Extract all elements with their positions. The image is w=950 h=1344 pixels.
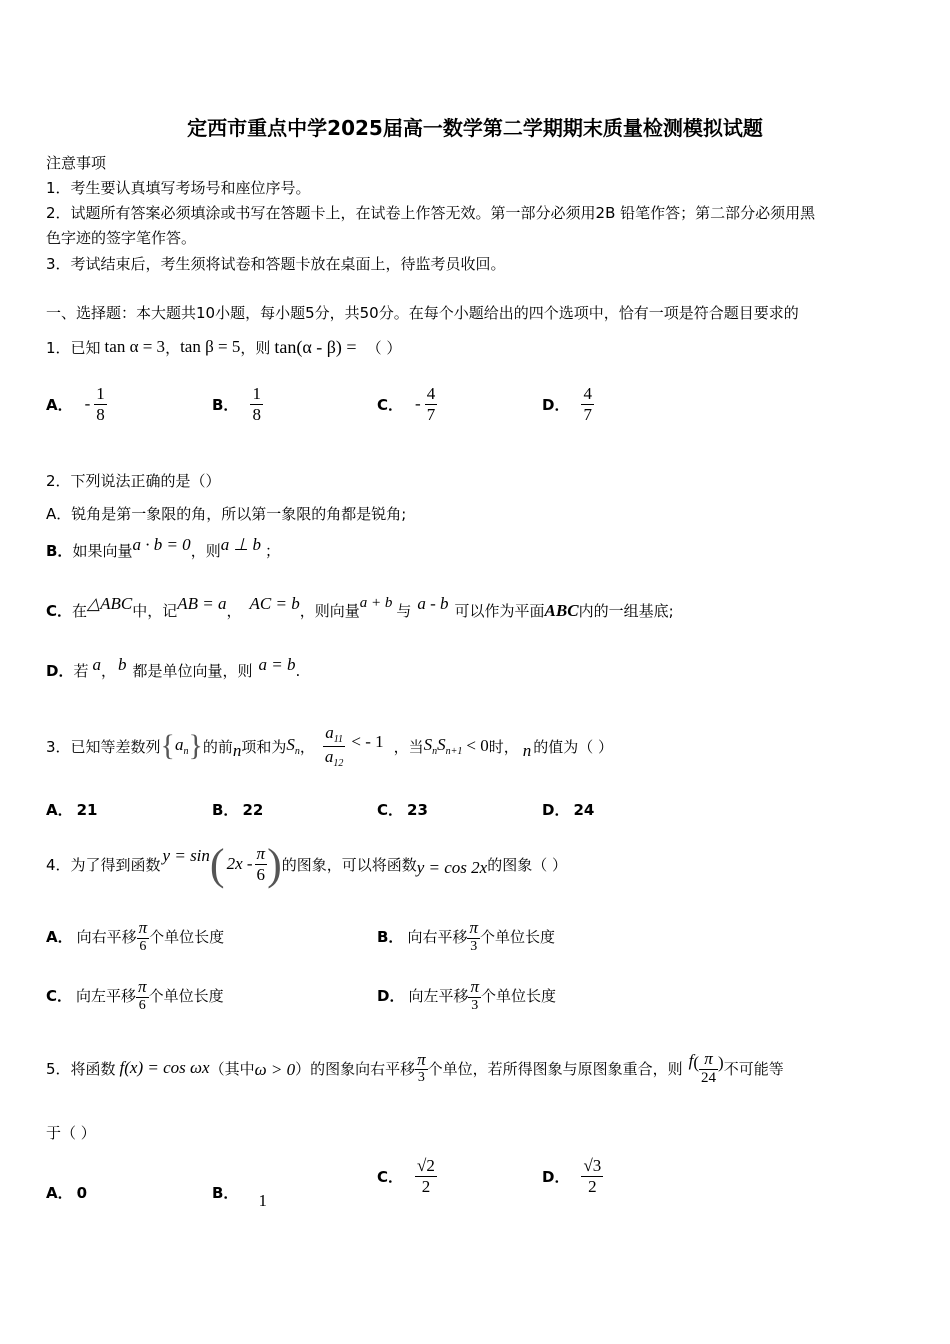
q5-line-2: 于（ ） [46,1124,96,1142]
q4-prefix: 4．为了得到函数 [46,855,161,874]
math: f [688,1051,694,1070]
q5-pi-over-24: $\frac{\pi}{24}$ [701,1049,717,1086]
text: 的图象，可以将函数 [281,855,417,874]
math: f(x) = cos ωx [119,1058,210,1077]
math: a + b [359,595,393,611]
text: ； [265,542,281,560]
q1-option-d[interactable] [542,384,594,424]
q3-ratio: $\frac{a_{11}}{a_{12}}$ [324,723,344,769]
q1-tan-alpha: tan α = 3 [104,337,166,356]
text: 在 [72,602,88,620]
math: n [522,741,532,760]
q5-prefix: 5．将函数 [46,1059,116,1078]
option-label: A． [46,395,73,414]
q4-pi-over-6: $\frac{\pi}{6}$ [256,843,266,884]
math: b [117,654,127,674]
q4-option-b[interactable]: B． 向右平移 $\frac{\pi}{3}$ 个单位长度 [377,918,555,954]
option-fraction: $\frac{4}{7}$ [426,384,436,424]
q1-prefix: 1．已知 [46,338,101,357]
notice-item-2-cont: 色字迹的签字笔作答。 [46,229,197,247]
math: y = cos 2x [416,858,488,877]
notice-item-2: 2．试题所有答案必须填涂或书写在答题卡上，在试卷上作答无效。第一部分必须用2B 铅笔作答；第二部分必须用黑 [46,204,816,222]
q3-option-b[interactable]: B． 22 [212,801,264,819]
q5-option-d[interactable]: D． $\frac{√3}{2}$ [542,1156,602,1196]
question-5: 5．将函数 f(x) = cos ωx （其中 ω > 0 ）的图象向右平移 $\frac{\pi}{3}$ 个单位，若所得图象与原图象重合，则 f ( $\frac{\pi}{24}$ ) 不可能等 [46,1049,784,1086]
text: 若 [73,662,89,680]
q1-option-c[interactable] [377,384,437,424]
math: AC = b [249,593,300,613]
text: 与 [396,602,412,620]
notice-item-3: 3．考试结束后，考生须将试卷和答题卡放在桌面上，待监考员收回。 [46,255,506,273]
option-fraction: $\frac{1}{8}$ [96,384,105,424]
q2-option-c[interactable] [46,593,674,621]
q3-option-d[interactable]: D． 24 [542,801,595,819]
text: 都是单位向量，则 [132,662,253,680]
text: 的前 [202,737,233,756]
q4-option-c[interactable]: C． 向左平移 $\frac{\pi}{6}$ 个单位长度 [46,977,224,1013]
q1-option-b[interactable] [212,384,263,424]
q2-option-b[interactable] [46,534,281,561]
q3-prefix: 3．已知等差数列 [46,737,161,756]
option-label: D． [542,395,570,414]
q5-option-c[interactable]: C． $\frac{√2}{2}$ [377,1156,435,1196]
math: a · b = 0 [132,534,191,554]
text: 如果向量 [72,542,133,560]
q1-expression: tan(α - β) = [274,336,357,357]
q1-comma: ， [165,338,181,357]
option-sign: - [84,394,91,414]
text: 不可能等 [723,1059,784,1078]
q3-condition: $S_nS_{n+1}$ [423,735,463,757]
text: ，则 [190,542,221,560]
q2-option-a[interactable]: A．锐角是第一象限的角，所以第一象限的角都是锐角; [46,505,407,523]
math: ABC [544,600,579,620]
option-label: C． [377,395,404,414]
question-4: 4．为了得到函数 y = sin ( 2x - $\frac{\pi}{6}$ ) 的图象，可以将函数 y = cos 2x 的图象（ ） [46,839,567,889]
text: ， [299,737,315,756]
option-label: B． [212,395,239,414]
q5-pi-over-3: $\frac{\pi}{3}$ [417,1049,426,1086]
text: ，当 [393,737,424,756]
text: 时， [488,737,519,756]
text: 个单位，若所得图象与原图象重合，则 [427,1059,683,1078]
question-1 [46,330,401,364]
option-sign: - [415,394,421,414]
page-title: 定西市重点中学2025届高一数学第二学期期末质量检测模拟试题 [187,116,763,140]
text: 的值为（ ） [533,737,614,756]
text: . [295,661,301,680]
text: 项和为 [241,737,287,756]
section-heading: 一、选择题：本大题共10小题，每小题5分，共50分。在每个小题给出的四个选项中，恰有一项是符合题目要求的 [46,304,799,322]
q1-tan-beta: tan β = 5 [180,337,241,356]
text: ，则向量 [299,602,360,620]
text: ， [100,662,116,680]
q5-option-b[interactable]: B． 1 [212,1184,267,1210]
option-fraction: $\frac{4}{7}$ [583,384,592,424]
q1-then: ，则 [240,338,271,357]
math: AB = a [177,593,227,613]
q2-option-d[interactable] [46,654,301,681]
math: a ⊥ b [220,534,262,554]
math: ω > 0 [254,1060,296,1079]
text: 内的一组基底; [578,602,674,620]
option-label: B． [46,542,73,560]
q1-option-a[interactable] [46,384,107,424]
notice-item-1: 1．考生要认真填写考场号和座位序号。 [46,179,311,197]
q3-option-c[interactable]: C． 23 [377,801,428,819]
text: ， [226,602,242,620]
math: a = b [258,654,296,674]
math: a - b [417,593,449,613]
text: （其中 [209,1059,255,1078]
text: 中，记 [132,602,178,620]
math: a [92,654,101,674]
q3-option-a[interactable]: A． 21 [46,801,98,819]
q4-option-d[interactable]: D． 向左平移 $\frac{\pi}{3}$ 个单位长度 [377,977,557,1013]
q4-option-a[interactable]: A． 向右平移 $\frac{\pi}{6}$ 个单位长度 [46,918,225,954]
math: 2x - [226,854,253,873]
math: △ABC [87,593,133,613]
math: n [232,741,242,760]
q1-answer-paren: （ ） [366,338,402,357]
q3-sum: $S_n$ [286,735,300,757]
option-label: C． [46,602,73,620]
option-fraction: $\frac{1}{8}$ [252,384,261,424]
question-3: 3．已知等差数列 { $a_n$ } 的前 n 项和为 $S_n$ ， $\frac{a_{11}}{a_{12}}$ < - 1 ，当 $S_nS_{n+1}$ < 0 时， n 的值为（ ） [46,723,614,769]
q5-option-a[interactable]: A． 0 [46,1184,88,1202]
text: ）的图象向右平移 [295,1059,416,1078]
text: 的图象（ ） [487,855,567,874]
notice-heading: 注意事项 [46,154,107,172]
math: < 0 [466,736,489,755]
math: y = sin [162,846,210,865]
option-label: D． [46,662,74,680]
question-2-stem: 2．下列说法正确的是（） [46,472,221,490]
math: < - 1 [351,732,384,751]
q3-sequence: $a_n$ [174,735,189,757]
text: 可以作为平面 [454,602,545,620]
